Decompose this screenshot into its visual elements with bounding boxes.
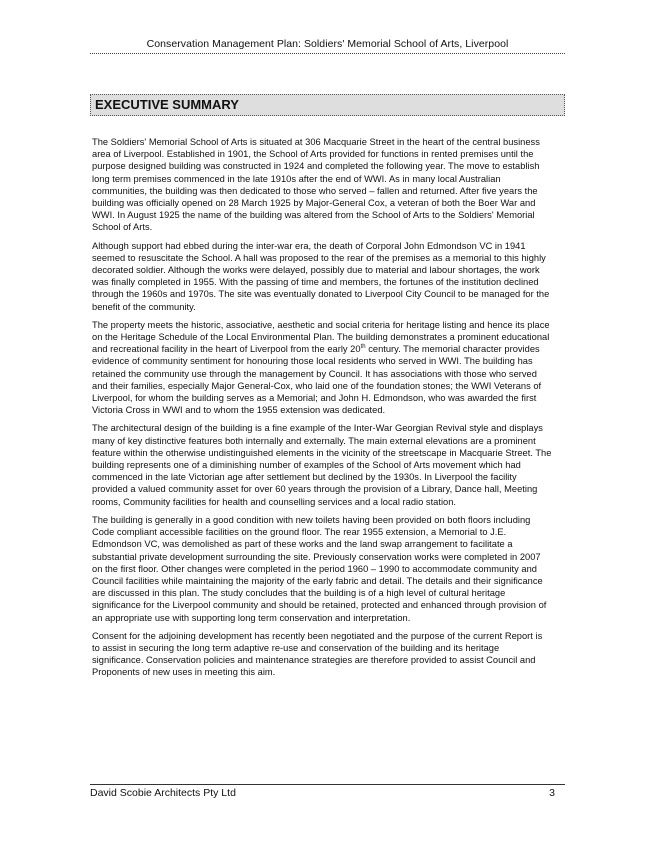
footer-rule	[90, 784, 565, 785]
paragraph-4: The architectural design of the building is a fine example of the Inter-War Georgian Revival style and displays many of key distinctive features both internally and externally. The main external elevations are a prominent feature within the otherwise undistinguished elements in the vicinity of the streetscape in Macquarie Street. The building represents one of a diminishing number of examples of the School of Arts movement which had commenced in the late Victorian age after settlement but declined by the 1930s. In Liverpool the facility provided a valued community asset for over 60 years through the provision of a Library, Dance hall, Meeting rooms, Community facilities for health and counselling services and a local radio station.	[92, 423, 552, 507]
page-number: 3	[549, 787, 555, 799]
footer-publisher: David Scobie Architects Pty Ltd	[90, 787, 236, 799]
paragraph-3	[92, 319, 552, 417]
paragraph-2: Although support had ebbed during the inter-war era, the death of Corporal John Edmondson VC in 1941 seemed to resuscitate the School. A hall was proposed to the rear of the premises as a memorial to this highly decorated soldier. Although the works were delayed, possibly due to material and labour shortages, the work was finally completed in 1955. With the passing of time and members, the fortunes of the institution declined through the 1960s and 1970s. The site was eventually donated to Liverpool City Council to be managed for the benefit of the community.	[92, 240, 550, 312]
section-heading: EXECUTIVE SUMMARY	[90, 94, 565, 116]
header-rule	[90, 53, 565, 54]
paragraph-1: The Soldiers' Memorial School of Arts is situated at 306 Macquarie Street in the heart of the central business area of Liverpool. Established in 1901, the School of Arts provided for functions in rented premises until the purpose designed building was constructed in 1924 and completed the following year. The move to establish long term premises commenced in the late 1910s after the end of WWI. As in many local Australian communities, the building was then dedicated to those who served – fallen and returned. After five years the building was officially opened on 28 March 1925 by Major-General Cox, a veteran of both the Boer War and WWI. In August 1925 the name of the building was altered from the School of Arts to the Soldiers' Memorial School of Arts.	[92, 137, 540, 233]
paragraph-5: The building is generally in a good condition with new toilets having been provided on both floors including Code compliant accessible facilities on the ground floor. The rear 1955 extension, a Memorial to J.E. Edmondson VC, was demolished as part of these works and the land swap arrangement to facilitate a substantial private development surrounding the site. Previously conservation works were completed in 2007 on the first floor. Other changes were completed in the period 1960 – 1990 to accommodate community and Council facilities while maintaining the majority of the early fabric and detail. The details and their significance are discussed in this plan. The study concludes that the building is of a high level of cultural heritage significance for the Liverpool community and should be retained, protected and enhanced through provision of an appropriate use with supporting long term conservation and interpretation.	[92, 514, 547, 623]
paragraph-6: Consent for the adjoining development has recently been negotiated and the purpose of the current Report is to assist in securing the long term adaptive re-use and conservation of the building and its heritage significance. Conservation policies and maintenance strategies are therefore provided to assist Council and Proponents of new uses in meeting this aim.	[92, 630, 543, 678]
paragraph-3-text-b: century. The memorial character provides evidence of community sentiment for honouring those local residents who served in WWI. The building has retained the community use through the management by Council. It has associations with those who served and their families, especially Major General-Cox, who laid one of the foundation stones; the WWI Veterans of Liverpool, for whom the building serves as a Memorial; and John H. Edmondson, who was awarded the first Victoria Cross in WWI and to whom the 1955 extension was dedicated.	[92, 344, 542, 416]
superscript-th: th	[360, 344, 366, 351]
running-header: Conservation Management Plan: Soldiers' Memorial School of Arts, Liverpool	[146, 38, 509, 50]
body-text	[92, 136, 552, 685]
paragraph-3-text-a: The property meets the historic, associative, aesthetic and social criteria for heritage listing and hence its place on the Heritage Schedule of the Local Environmental Plan. The building demonstrates a prominent educational and recreational facility in the heart of Liverpool from the early 20	[92, 319, 550, 355]
